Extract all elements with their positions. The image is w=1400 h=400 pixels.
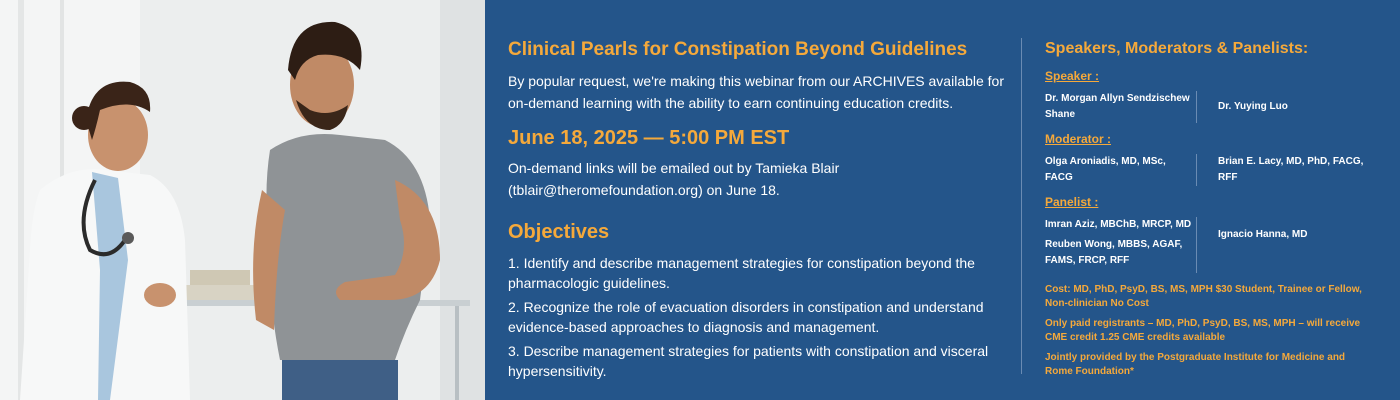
moderator-name: Brian E. Lacy, MD, PhD, FACG, RFF <box>1196 154 1375 186</box>
column-divider <box>1021 38 1022 374</box>
objective-item: 3. Describe management strategies for patients with constipation and visceral hypersensitivity. <box>508 343 989 379</box>
panelist-label: Panelist : <box>1045 195 1099 209</box>
moderator-name: Olga Aroniadis, MD, MSc, FACG <box>1045 156 1166 183</box>
people-heading: Speakers, Moderators & Panelists: <box>1045 40 1309 57</box>
objective-item: 1. Identify and describe management strategies for constipation beyond the pharmacologic guidelines. <box>508 255 975 291</box>
panelist-name: Reuben Wong, MBBS, AGAF, FAMS, FRCP, RFF <box>1045 239 1183 266</box>
objective-item: 2. Recognize the role of evacuation disorders in constipation and understand evidence-based approaches to diagnosis and management. <box>508 299 984 335</box>
links-note: On-demand links will be emailed out by Tamieka Blair (tblair@theromefoundation.org) on June 18. <box>508 160 840 198</box>
objectives-list <box>508 253 1013 381</box>
photo-illustration <box>0 0 485 400</box>
speaker-row <box>1045 91 1375 123</box>
webinar-details <box>508 38 1013 385</box>
speaker-name: Dr. Yuying Luo <box>1196 91 1375 123</box>
provider-note: Jointly provided by the Postgraduate Institute for Medicine and Rome Foundation* <box>1045 352 1346 377</box>
panelist-row <box>1045 217 1375 273</box>
people-panel <box>1045 38 1375 385</box>
objectives-title: Objectives <box>508 221 610 243</box>
webinar-title: Clinical Pearls for Constipation Beyond Guidelines <box>508 39 968 60</box>
cost-note: Cost: MD, PhD, PsyD, BS, MS, MPH $30 Student, Trainee or Fellow, Non-clinician No Cost <box>1045 284 1362 309</box>
panelist-column <box>1045 217 1196 273</box>
registration-notes <box>1045 283 1375 379</box>
panelist-name: Ignacio Hanna, MD <box>1196 217 1375 273</box>
panelist-name: Imran Aziz, MBChB, MRCP, MD <box>1045 219 1192 230</box>
doctor-patient-photo <box>0 0 485 400</box>
cme-note: Only paid registrants – MD, PhD, PsyD, BS, MS, MPH – will receive CME credit 1.25 CME credits available <box>1045 318 1361 343</box>
speaker-label: Speaker : <box>1045 69 1100 83</box>
webinar-date: June 18, 2025 — 5:00 PM EST <box>508 127 790 149</box>
moderator-row <box>1045 154 1375 186</box>
speaker-name: Dr. Morgan Allyn Sendzischew Shane <box>1045 93 1190 120</box>
moderator-label: Moderator : <box>1045 132 1111 146</box>
intro-text: By popular request, we're making this webinar from our ARCHIVES available for on-demand learning with the ability to earn continuing education credits. <box>508 73 1005 111</box>
